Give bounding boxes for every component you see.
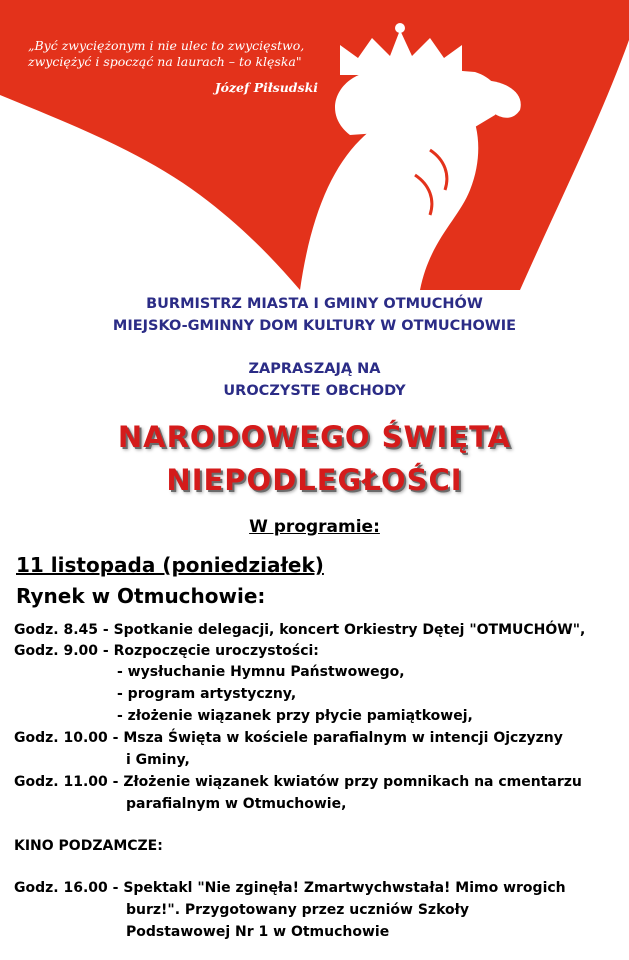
schedule-time: Godz. 8.45 <box>14 622 99 638</box>
schedule-text: - Spektakl "Nie zginęła! Zmartwychwstała! Mimo wrogich <box>112 880 566 896</box>
title-line-1: NARODOWEGO ŚWIĘTA <box>117 420 512 454</box>
schedule-text: - Rozpoczęcie uroczystości: <box>102 643 319 659</box>
schedule-text: - Msza Święta w kościele parafialnym w intencji Ojczyzny <box>112 730 563 746</box>
schedule-time: Godz. 9.00 <box>14 643 99 659</box>
schedule-row <box>14 620 585 640</box>
schedule-row <box>14 641 319 661</box>
schedule-subitem: - program artystyczny, <box>117 686 297 702</box>
schedule-time: Godz. 16.00 <box>14 880 108 896</box>
schedule-subitem: - złożenie wiązanek przy płycie pamiątkowej, <box>117 708 473 724</box>
schedule-time: Godz. 11.00 <box>14 774 108 790</box>
eagle-banner <box>0 0 629 290</box>
schedule-continuation: i Gminy, <box>126 752 190 768</box>
quote <box>28 38 318 96</box>
schedule-continuation: Podstawowej Nr 1 w Otmuchowie <box>126 924 390 940</box>
quote-line-2: zwyciężyć i spocząć na laurach – to klęska" <box>28 54 302 69</box>
schedule-row <box>14 772 582 792</box>
organizer-line-1: BURMISTRZ MIASTA I GMINY OTMUCHÓW <box>146 296 483 312</box>
quote-author: Józef Piłsudski <box>214 80 318 95</box>
event-date: 11 listopada (poniedziałek) <box>16 553 324 577</box>
program-label: W programie: <box>249 517 380 537</box>
venue-kino: KINO PODZAMCZE: <box>14 838 163 854</box>
title-line-2: NIEPODLEGŁOŚCI <box>166 463 463 497</box>
schedule-continuation: parafialnym w Otmuchowie, <box>126 796 347 812</box>
schedule-time: Godz. 10.00 <box>14 730 108 746</box>
organizer-line-2: MIEJSKO-GMINNY DOM KULTURY W OTMUCHOWIE <box>112 318 517 334</box>
invite-line-1: ZAPRASZAJĄ NA <box>248 361 381 377</box>
schedule-continuation: burz!". Przygotowany przez uczniów Szkoły <box>126 902 469 918</box>
schedule-row <box>14 728 563 748</box>
venue-rynek: Rynek w Otmuchowie: <box>16 584 266 608</box>
schedule-row <box>14 878 566 898</box>
quote-line-1: „Być zwyciężonym i nie ulec to zwycięstwo, <box>28 38 305 53</box>
schedule-text: - Spotkanie delegacji, koncert Orkiestry Dętej "OTMUCHÓW", <box>102 622 586 638</box>
schedule-text: - Złożenie wiązanek kwiatów przy pomnikach na cmentarzu <box>112 774 582 790</box>
schedule-subitem: - wysłuchanie Hymnu Państwowego, <box>117 664 405 680</box>
invite-line-2: UROCZYSTE OBCHODY <box>223 383 406 399</box>
